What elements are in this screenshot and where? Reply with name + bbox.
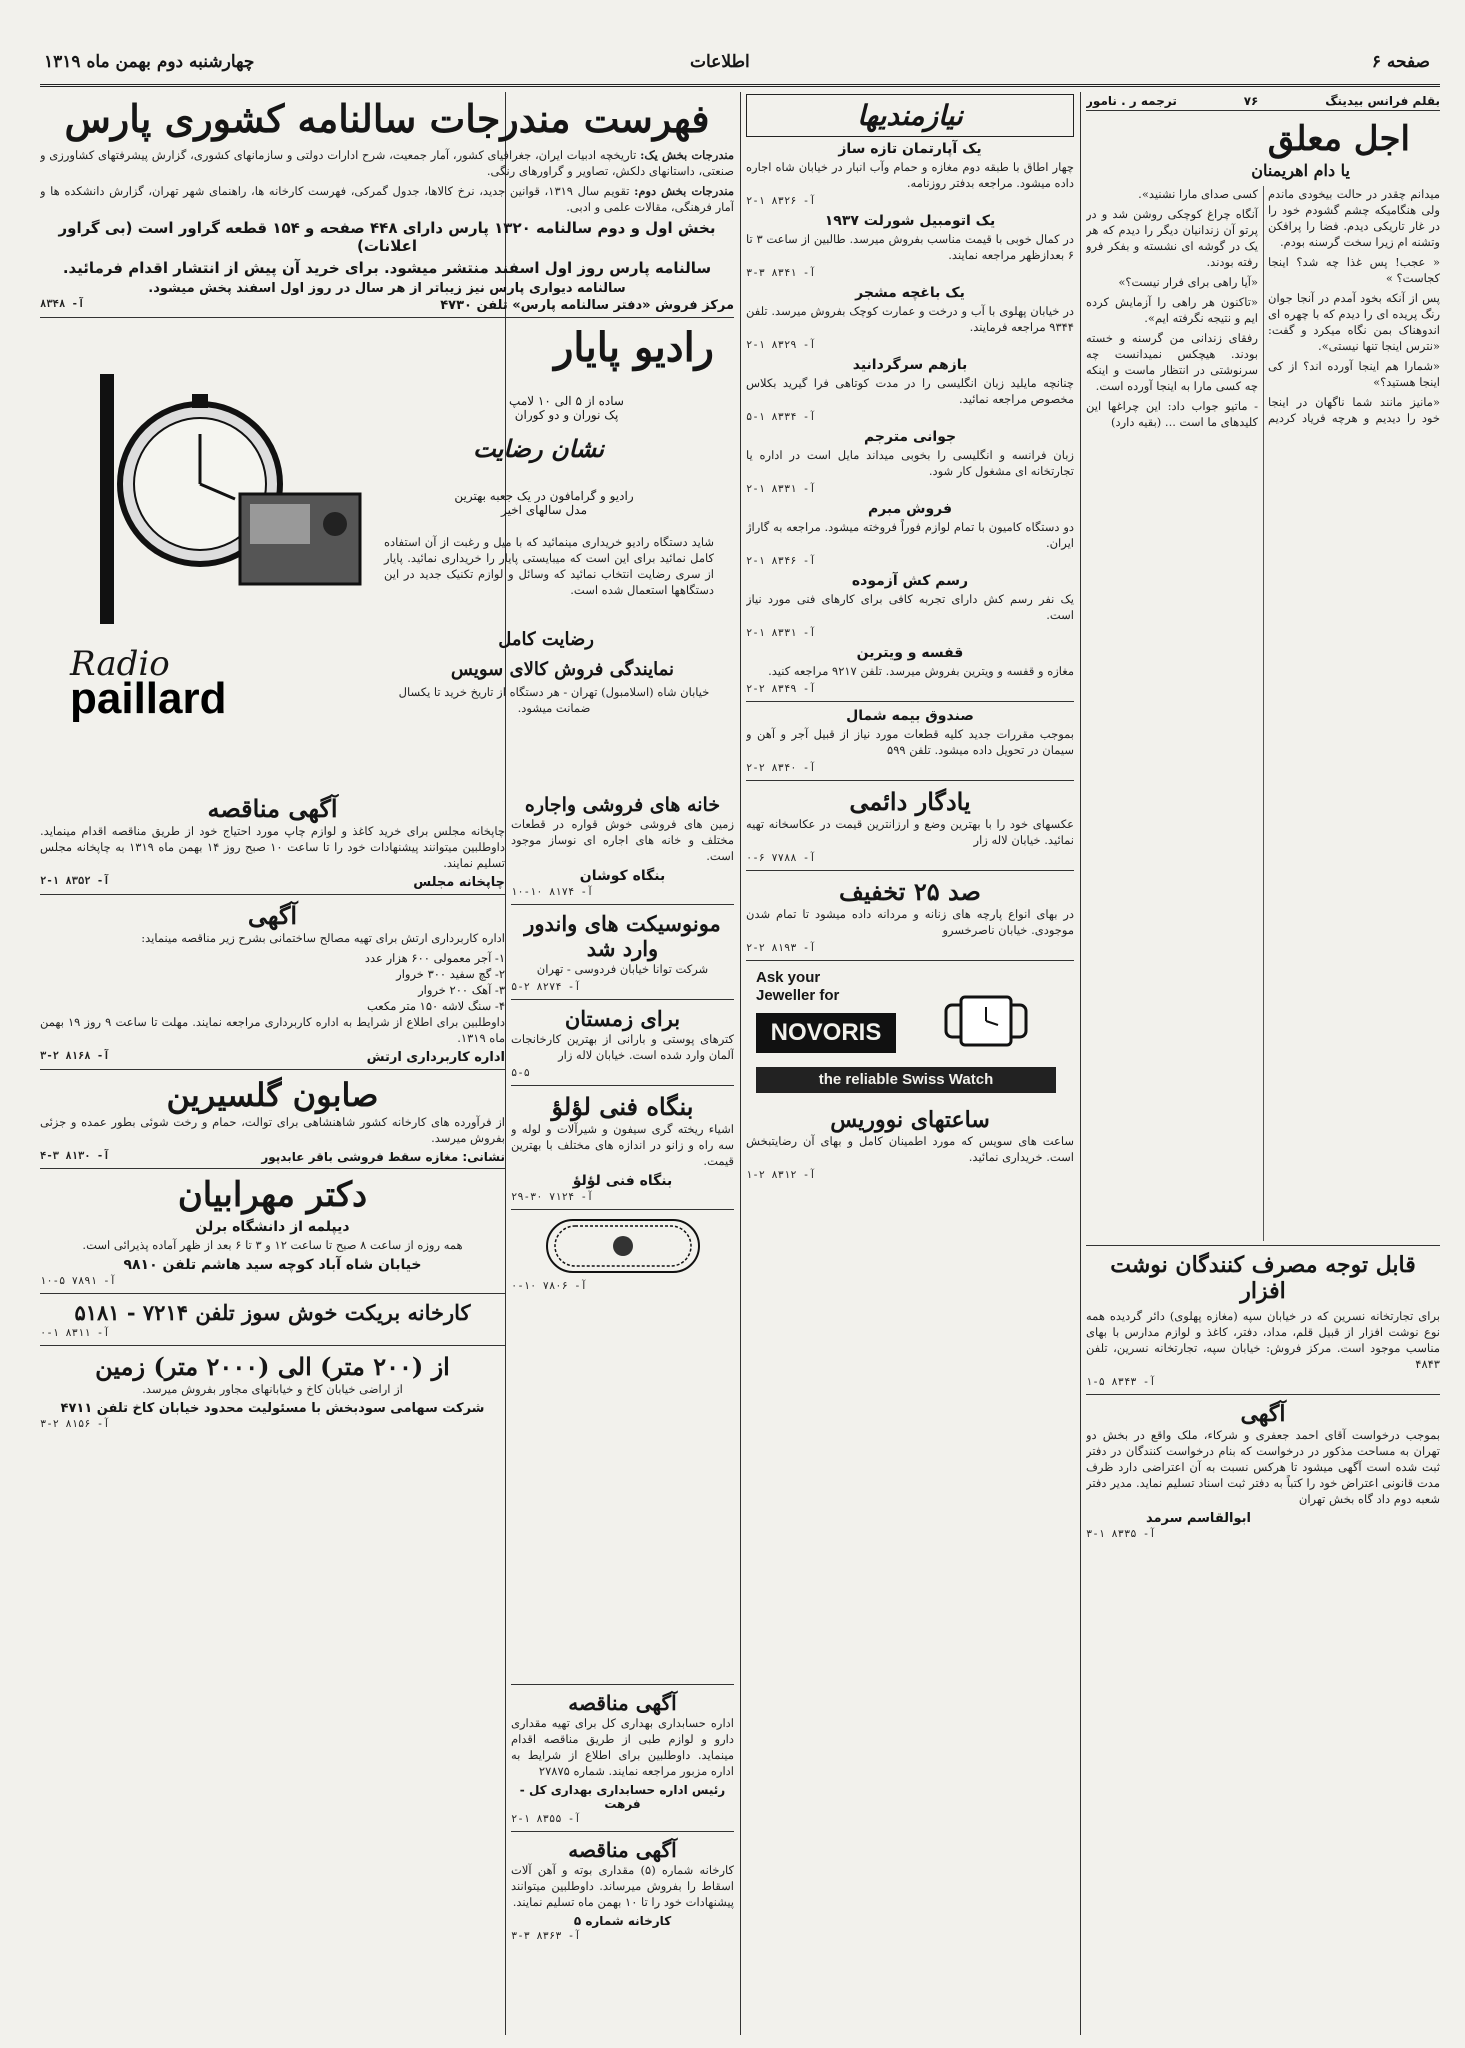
story-paragraph: «تاکنون هر راهی را آزمایش کرده ایم و نتیجه نگرفته ایم».	[1086, 295, 1258, 325]
doctor-line1: دیپلمه از دانشگاه برلن	[195, 1219, 350, 1235]
army-items	[40, 950, 505, 1014]
story-body	[1086, 186, 1440, 1241]
winter-body: کترهای پوستی و بارانی از بهترین کارخانجات آلمان وارد شده است. خیابان لاله زار	[511, 1032, 734, 1062]
land-ad	[40, 1352, 505, 1430]
divider	[40, 1069, 505, 1070]
watch-slogan: the reliable Swiss Watch	[756, 1067, 1056, 1093]
almanac-section1-text: تاریخچه ادبیات ایران، جغرافیای کشور، آمار جمعیت، شرح ادارات دولتی و سازمانهای کشوری، گزارش پیشرفتهای کشاورزی و صنعتی، داستانهای دلکش، تصاویر و گراورهای رنگی.	[40, 148, 734, 178]
classifieds-header-box	[746, 94, 1074, 137]
radio-line3: رادیو و گرامافون در یک جعبه بهترین مدل سالهای اخیر	[454, 489, 634, 517]
memorial-body: عکسهای خود را با بهترین وضع و ارزانترین قیمت در عکاسخانه تهیه نمائید. خیابان لاله زار	[746, 817, 1074, 847]
stationery-notice	[1086, 1252, 1440, 1388]
divider	[511, 1209, 734, 1210]
winter-ad	[511, 1006, 734, 1079]
watch-brand: NOVORIS	[756, 1013, 896, 1053]
real-estate-ad	[511, 794, 734, 898]
classified-title: قفسه و ویترین	[856, 645, 964, 661]
almanac-section2-text: تقویم سال ۱۳۱۹، قوانین جدید، نرخ کالاها، جدول گمرکی، فهرست کارخانه ها، راهنمای شهر تهران، گزارش دانشکده ها و آمار فرهنگی، مقالات علمی و ادبی.	[40, 184, 734, 214]
music-ad	[511, 911, 734, 993]
classified-ref: آ- ۸۳۲۶ ۱-۲	[746, 195, 816, 207]
divider	[40, 1293, 505, 1294]
tender2-ad	[511, 1691, 734, 1825]
tender2-body: اداره حسابداری بهداری کل برای تهیه مقداری دارو و لوازم طبی از طریق مناقصه اقدام مینماید. داوطلبین برای اطلاع از شرایط به اداره مزبور مراجعه نمایند. شماره ۲۷۸۷۵	[511, 1716, 734, 1778]
newspaper-page	[40, 40, 1440, 2035]
radio-brand-script: Radio	[70, 644, 170, 684]
divider	[746, 701, 1074, 702]
almanac-line3: سالنامه دیواری پارس نیز زیباتر از هر سال در روز اول اسفند پخش میشود.	[148, 281, 626, 296]
radio-illustration	[70, 364, 370, 644]
memorial-ad	[746, 787, 1074, 864]
story-paragraph: «مانیز مانند شما ناگهان در اینجا خود را دیدیم و هرچه فریاد کردیم کسی صدای مارا نشنید».	[1138, 187, 1440, 425]
divider	[511, 1831, 734, 1832]
tender1-signature: چاپخانه مجلس	[413, 875, 505, 890]
divider	[1086, 1245, 1440, 1246]
tender3-signature: کارخانه شماره ۵	[573, 1914, 672, 1928]
ad-ref: آ- ۸۱۷۴ ۱۰-۱۰	[511, 886, 594, 898]
divider	[40, 1345, 505, 1346]
tech-title: بنگاه فنی لؤلؤ	[551, 1092, 694, 1121]
ad-ref: آ- ۷۱۲۴ ۳۰-۲۹	[511, 1191, 594, 1203]
divider	[40, 317, 734, 318]
ad-ref: آ- ۸۳۶۳ ۳-۳	[511, 1930, 581, 1942]
classified-item	[746, 429, 1074, 495]
classified-item	[746, 213, 1074, 279]
ad-ref: آ- ۸۳۵۵ ۱-۲	[511, 1813, 581, 1825]
ad-ref: آ- ۷۷۸۸ ۶-۰	[746, 852, 816, 864]
ad-ref: آ- ۸۲۷۴ ۲-۵	[511, 981, 581, 993]
army-item: ۴- سنگ لاشه ۱۵۰ متر مکعب	[367, 999, 505, 1013]
divider	[1086, 1394, 1440, 1395]
tender1-footer	[40, 875, 505, 890]
land-title: از (۲۰۰ متر) الی (۲۰۰۰ متر) زمین	[95, 1352, 450, 1381]
stamp-ad	[511, 1216, 734, 1292]
stamp-logo-icon	[543, 1216, 703, 1276]
army-item: ۱- آجر معمولی ۶۰۰ هزار عدد	[364, 951, 505, 965]
classified-title: یک باغچه مشجر	[855, 285, 965, 301]
doctor-ad	[40, 1175, 505, 1287]
radio-cert2: رضایت کامل	[498, 629, 594, 650]
almanac-section2-head: مندرجات بخش دوم:	[634, 184, 734, 198]
watch-tagline	[756, 969, 839, 1005]
classified-ref: آ- ۸۳۴۹ ۲-۲	[746, 683, 816, 695]
radio-dealer-title: نمایندگی فروش کالای سویس	[450, 659, 674, 680]
ad-ref: آ- ۸۳۱۱ ۱-۰	[40, 1327, 110, 1339]
ad-ref: آ- ۸۱۶۸ ۲-۳	[40, 1050, 110, 1062]
fund-ad	[746, 708, 1074, 774]
classified-body: چنانچه مایلید زبان انگلیسی را در مدت کوتاهی فرا گیرید بکلاس مخصوص مراجعه نمائید.	[746, 376, 1074, 406]
story-paragraph: - ماتیو جواب داد: این چراغها این کلیدهای ما است ... (بقیه دارد)	[1086, 399, 1258, 429]
watch-ad	[746, 967, 1074, 1181]
column-rule	[740, 92, 741, 2035]
ad-ref: آ- ۸۳۳۵ ۱-۳	[1086, 1528, 1156, 1540]
soap-footer	[40, 1150, 505, 1164]
radio-brand-logo: paillard	[70, 674, 227, 723]
radio-line1: ساده از ۵ الی ۱۰ لامپ	[509, 394, 624, 408]
doctor-line3: خیابان شاه آباد کوچه سید هاشم تلفن ۹۸۱۰	[123, 1257, 422, 1273]
classified-title: فروش مبرم	[867, 501, 953, 517]
story-translator: ترجمه ر . نامور	[1086, 94, 1177, 108]
factory-title: کارخانه بریکت خوش سوز تلفن ۷۲۱۴ - ۵۱۸۱	[74, 1300, 471, 1325]
army-signature: اداره کاربرداری ارتش	[366, 1050, 505, 1065]
watch-ad-banner	[746, 967, 1074, 1107]
divider	[746, 960, 1074, 961]
army-footer	[40, 1050, 505, 1065]
music-title2: وارد شد	[586, 936, 659, 961]
left-upper-block	[40, 92, 734, 792]
classified-ref: آ- ۸۳۴۱ ۳-۳	[746, 267, 816, 279]
classified-item	[746, 141, 1074, 207]
classified-title: بازهم سرگردانید	[852, 357, 968, 373]
tender-block	[511, 1680, 734, 2035]
classified-ref: آ- ۸۳۳۱ ۱-۲	[746, 483, 816, 495]
soap-body: از فرآورده های کارخانه کشور شاهنشاهی برای توالت، حمام و رخت شوئی بطور عمده و جزئی بفروش میرسد.	[40, 1115, 505, 1145]
tech-ad	[511, 1092, 734, 1203]
page-header	[40, 50, 1440, 87]
doctor-title: دکتر مهرابیان	[177, 1175, 368, 1215]
ad-ref: آ- ۸۱۵۶ ۲-۳	[40, 1418, 110, 1430]
story-subtitle: یا دام اهریمنان	[1251, 161, 1350, 180]
factory-ad	[40, 1300, 505, 1339]
almanac-footer: مرکز فروش «دفتر سالنامه پارس» تلفن ۴۷۳۰	[440, 298, 734, 313]
issue-date: چهارشنبه دوم بهمن ماه ۱۳۱۹	[44, 52, 255, 72]
story-byline	[1086, 92, 1440, 111]
classified-item	[746, 573, 1074, 639]
real-estate-footer: بنگاه کوشان	[579, 868, 666, 884]
tender2-signature: رئیس اداره حسابداری بهداری کل - فرهت	[519, 1783, 726, 1811]
legal-notice-signature: ابوالقاسم سرمد	[1146, 1511, 1251, 1526]
fund-title: صندوق بیمه شمال	[846, 708, 974, 724]
divider	[746, 780, 1074, 781]
discount-body: در بهای انواع پارچه های زنانه و مردانه داده میشود تا تمام شدن موجودی. خیابان ناصرخسرو	[746, 907, 1074, 937]
almanac-title: فهرست مندرجات سالنامه کشوری پارس	[64, 96, 710, 141]
classified-ref: آ- ۸۳۳۴ ۱-۵	[746, 411, 816, 423]
divider	[511, 1085, 734, 1086]
classified-item	[746, 501, 1074, 567]
music-body: شرکت توانا خیابان فردوسی - تهران	[536, 962, 709, 976]
almanac-section1	[40, 147, 734, 179]
radio-spec	[509, 394, 624, 422]
legal-notice-title: آگهی	[1240, 1401, 1286, 1427]
wristwatch-icon	[926, 975, 1046, 1065]
story-paragraph: پس از آنکه بخود آمدم در آنجا جوان رنگ پریده ای را دیدم که با چهره ای اندوهناک بمن نگاه میکرد و گفت: «نترس اینجا تنها نیستی».	[1268, 291, 1440, 353]
classified-title: یک اتومبیل شورلت ۱۹۳۷	[824, 213, 996, 229]
divider	[40, 894, 505, 895]
tech-body: اشیاء ریخته گری سیفون و شیرآلات و لوله و سه راه و زانو در اندازه های مختلف با بهترین قیمت.	[511, 1122, 734, 1168]
ad-ref: آ- ۸۱۳۰ ۳-۴	[40, 1150, 110, 1162]
army-item: ۲- گچ سفید ۳۰۰ خروار	[396, 967, 505, 981]
watch-tag2: Jeweller for	[756, 987, 840, 1004]
radio-line2: پک نوران و دو کوران	[514, 408, 619, 422]
classified-title: رسم کش آزموده	[851, 573, 969, 589]
tender1-ad	[40, 794, 505, 890]
doctor-line2: همه روزه از ساعت ۸ صبح تا ساعت ۱۲ و ۳ تا ۶ بعد از ظهر آماده پذیرائی است.	[82, 1238, 463, 1252]
column-rule	[1080, 92, 1081, 2035]
ad-ref: آ- ۷۸۰۶ ۱۰-۰	[511, 1280, 587, 1292]
newspaper-name: اطلاعات	[690, 52, 750, 72]
legal-notice-body: بموجب درخواست آقای احمد جعفری و شرکاء، ملک واقع در بخش دو تهران به مساحت مذکور در درخواست که بنام درخواست کنندگان در دفتر ثبت شده است آگهی میشود تا هرکس نسبت به آن اعتراضی دارد ظرف مدت قانونی اعتراض خود را کتباً به دفتر ثبت اسناد تسلیم نماید. مدیر دفتر شعبه دوم داد گاه بخش تهران	[1086, 1428, 1440, 1506]
fund-body: بموجب مقررات جدید کلیه قطعات مورد نیاز از قبیل آجر و آهن و سیمان در تحویل داده میشود. تلفن ۵۹۹	[746, 727, 1074, 757]
classified-body: چهار اطاق با طبقه دوم مغازه و حمام وآب انبار در خیابان شاه اجاره داده میشود. مراجعه بدفتر روزنامه.	[746, 160, 1074, 190]
classified-body: زبان فرانسه و انگلیسی را بخوبی میداند مایل است در اداره یا تجارتخانه ای مشغول کار شود.	[746, 448, 1074, 478]
tender3-ad	[511, 1838, 734, 1942]
story-paragraph: رفقای زندانی من گرسنه و خسته بودند. هیچکس نمیدانست چه سرنوشتی در انتظار ماست و اینکه چه کسی مارا به اینجا آورده است.	[1086, 331, 1258, 393]
music-title: مونوسیکت های واندور	[524, 911, 721, 936]
tender1-title: آگهی مناقصه	[207, 794, 338, 823]
army-ad	[40, 901, 505, 1065]
real-estate-body: زمین های فروشی خوش قواره در قطعات مختلف و خانه های اجاره ای نوساز موجود است.	[511, 817, 734, 863]
ad-ref: ۵-۵	[511, 1067, 530, 1079]
winter-title: برای زمستان	[564, 1006, 681, 1031]
bottom-left-column	[40, 794, 505, 2035]
classified-item	[746, 645, 1074, 695]
radio-cert: نشان رضایت	[473, 434, 604, 463]
story-paragraph: «آیا راهی برای فرار نیست؟»	[1118, 275, 1258, 289]
land-footer: شرکت سهامی سودبخش با مسئولیت محدود خیابان کاخ تلفن ۴۷۱۱	[60, 1401, 485, 1416]
stationery-body: برای تجارتخانه نسرین که در خیابان سپه (مغازه پهلوی) دائر گردیده همه نوع نوشت افزار از قبیل قلم، مداد، دفتر، کاغذ و لوازم مدارس با بهای مناسب موجود است. مرکز فروش: خیابان سپه، تجارتخانه نسرین، تلفن ۴۸۴۳	[1086, 1309, 1440, 1371]
classified-body: در خیابان پهلوی با آب و درخت و عمارت کوچک بفروش میرسد. تلفن ۹۳۴۴ مراجعه فرمایند.	[746, 304, 1074, 334]
ad-ref: آ- ۸۳۵۲ ۱-۲	[40, 875, 110, 887]
divider	[746, 870, 1074, 871]
classified-item	[746, 285, 1074, 351]
classified-item	[746, 357, 1074, 423]
stationery-title: قابل توجه مصرف کنندگان نوشت افزار	[1110, 1252, 1416, 1304]
story-paragraph: آنگاه چراغ کوچکی روشن شد و در پرتو آن زندانیان دیگر را دیدم که هر یک در گوشه ای نشسته و بفکر فرو رفته بودند.	[1086, 207, 1258, 269]
watch-tag1: Ask your	[756, 969, 821, 986]
almanac-footer-row	[40, 298, 734, 313]
ad-ref: آ- ۸۱۹۳ ۲-۲	[746, 942, 816, 954]
land-body: از اراضی خیابان کاخ و خیابانهای مجاور بفروش میرسد.	[142, 1382, 403, 1396]
classified-title: یک آپارتمان تازه ساز	[838, 141, 982, 157]
soap-ad	[40, 1076, 505, 1164]
story-column	[1086, 92, 1440, 2035]
radio-body: شاید دستگاه رادیو خریداری مینمائید که با میل و رغبت از آن استفاده کامل نمائید برای این است که میبایستی پایار را خریداری نمائید. پایار از سری رضایت انتخاب نمائید که وسائل و لوازم تکنیک جدید در این دستگاهها استعمال شده است.	[384, 535, 714, 597]
army-title: آگهی	[247, 901, 298, 930]
army-body: داوطلبین برای اطلاع از شرایط به اداره کاربرداری مراجعه نمایند. مهلت تا ساعت ۹ روز ۱۹ بهمن ماه ۱۳۱۹.	[40, 1015, 505, 1045]
divider	[40, 1168, 505, 1169]
divider	[511, 904, 734, 905]
discount-title: صد ۲۵ تخفیف	[839, 877, 981, 906]
classified-ref: آ- ۸۳۳۱ ۱-۲	[746, 627, 816, 639]
almanac-bold-line2: سالنامه پارس روز اول اسفند منتشر میشود. برای خرید آن پیش از انتشار اقدام فرمائید.	[62, 259, 712, 277]
discount-ad	[746, 877, 1074, 954]
army-intro: اداره کاربرداری ارتش برای تهیه مصالح ساختمانی بشرح زیر مناقصه مینماید:	[141, 931, 505, 945]
story-paragraph: میدانم چقدر در حالت بیخودی ماندم ولی هنگامیکه چشم گشودم خود را در غار تاریکی دیدم. فضا را پرافکن وتشنه ام زیرا سخت گرسنه بودم.	[1268, 187, 1440, 249]
almanac-section1-head: مندرجات بخش یک:	[640, 148, 734, 162]
tender3-title: آگهی مناقصه	[568, 1838, 677, 1862]
tech-footer: بنگاه فنی لؤلؤ	[572, 1173, 673, 1189]
classified-title: جوانی مترجم	[863, 429, 957, 445]
classified-body: یک نفر رسم کش دارای تجربه کافی برای کارهای فنی مورد نیاز است.	[746, 592, 1074, 622]
classified-body: دو دستگاه کامیون با تمام لوازم فوراً فروخته میشود. مراجعه به گاراژ ایران.	[746, 520, 1074, 550]
watch-title: ساعتهای نووریس	[830, 1107, 990, 1133]
page-number: صفحه ۶	[1371, 52, 1430, 72]
watch-body: ساعت های سویس که مورد اطمینان کامل و بهای آن رضایتبخش است. خریداری نمائید.	[746, 1134, 1074, 1164]
memorial-title: یادگار دائمی	[849, 787, 971, 816]
divider	[511, 999, 734, 1000]
story-episode: ۷۶	[1243, 94, 1259, 108]
ad-ref: آ- ۸۳۱۲ ۲-۱	[746, 1169, 816, 1181]
story-paragraph: «شمارا هم اینجا آورده اند؟ از کی اینجا هستید؟»	[1268, 359, 1440, 389]
legal-notice	[1086, 1401, 1440, 1540]
story-paragraph: « عجب! پس غذا چه شد؟ اینجا کجاست؟ »	[1268, 255, 1440, 285]
ad-ref: آ- ۸۳۴۳ ۵-۱	[1086, 1376, 1156, 1388]
classifieds-column	[746, 92, 1074, 2035]
radio-title: رادیو پایار	[554, 324, 714, 371]
almanac-bold-line1: بخش اول و دوم سالنامه ۱۳۲۰ پارس دارای ۴۴۸ صفحه و ۱۵۴ قطعه گراور است (بی گراور اعلانات)	[58, 219, 716, 255]
ad-ref: آ- ۸۳۴۸	[40, 298, 85, 310]
classified-body: در کمال خوبی با قیمت مناسب بفروش میرسد. طالبین از ساعت ۳ تا ۶ بعدازظهر مراجعه نمایند.	[746, 232, 1074, 262]
classified-body: مغازه و قفسه و ویترین بفروش میرسد. تلفن ۹۲۱۷ مراجعه کنید.	[768, 664, 1074, 678]
classified-ref: آ- ۸۳۴۶ ۱-۲	[746, 555, 816, 567]
radio-ad	[40, 324, 734, 724]
radio-dealer-body: خیابان شاه (اسلامبول) تهران - هر دستگاه از تاریخ خرید تا یکسال ضمانت میشود.	[398, 685, 710, 715]
story-title: اجل معلق	[1267, 119, 1410, 159]
tender1-body: چاپخانه مجلس برای خرید کاغذ و لوازم چاپ مورد احتیاج خود از طریق مناقصه اقدام مینماید. داوطلبین میتوانند پیشنهادات خود را تا ساعت ۱۰ صبح روز ۱۴ بهمن ماه ۱۳۱۹ به چاپخانه مجلس تسلیم نمایند.	[40, 824, 505, 870]
soap-address: نشانی: مغازه سقط فروشی باقر عابدپور	[261, 1150, 505, 1164]
ad-ref: آ- ۷۸۹۱ ۵-۱۰	[40, 1275, 116, 1287]
almanac-ad	[40, 96, 734, 313]
almanac-section2	[40, 183, 734, 215]
divider	[511, 1684, 734, 1685]
tender2-title: آگهی مناقصه	[568, 1691, 677, 1715]
tender3-body: کارخانه شماره (۵) مقداری بوته و آهن آلات اسقاط را بفروش میرساند. داوطلبین میتوانند پیشنهادات خود را تا ۱۰ بهمن ماه تسلیم نمایند.	[511, 1863, 734, 1909]
classifieds-title: نیازمندیها	[857, 99, 963, 132]
ad-ref: آ- ۸۳۴۰ ۲-۲	[746, 762, 816, 774]
real-estate-title: خانه های فروشی واجاره	[524, 794, 721, 816]
army-item: ۳- آهک ۲۰۰ خروار	[418, 983, 505, 997]
soap-title: صابون گلسیرین	[166, 1076, 379, 1114]
story-author: بقلم فرانس بیدینگ	[1325, 94, 1440, 108]
classified-ref: آ- ۸۳۲۹ ۱-۲	[746, 339, 816, 351]
